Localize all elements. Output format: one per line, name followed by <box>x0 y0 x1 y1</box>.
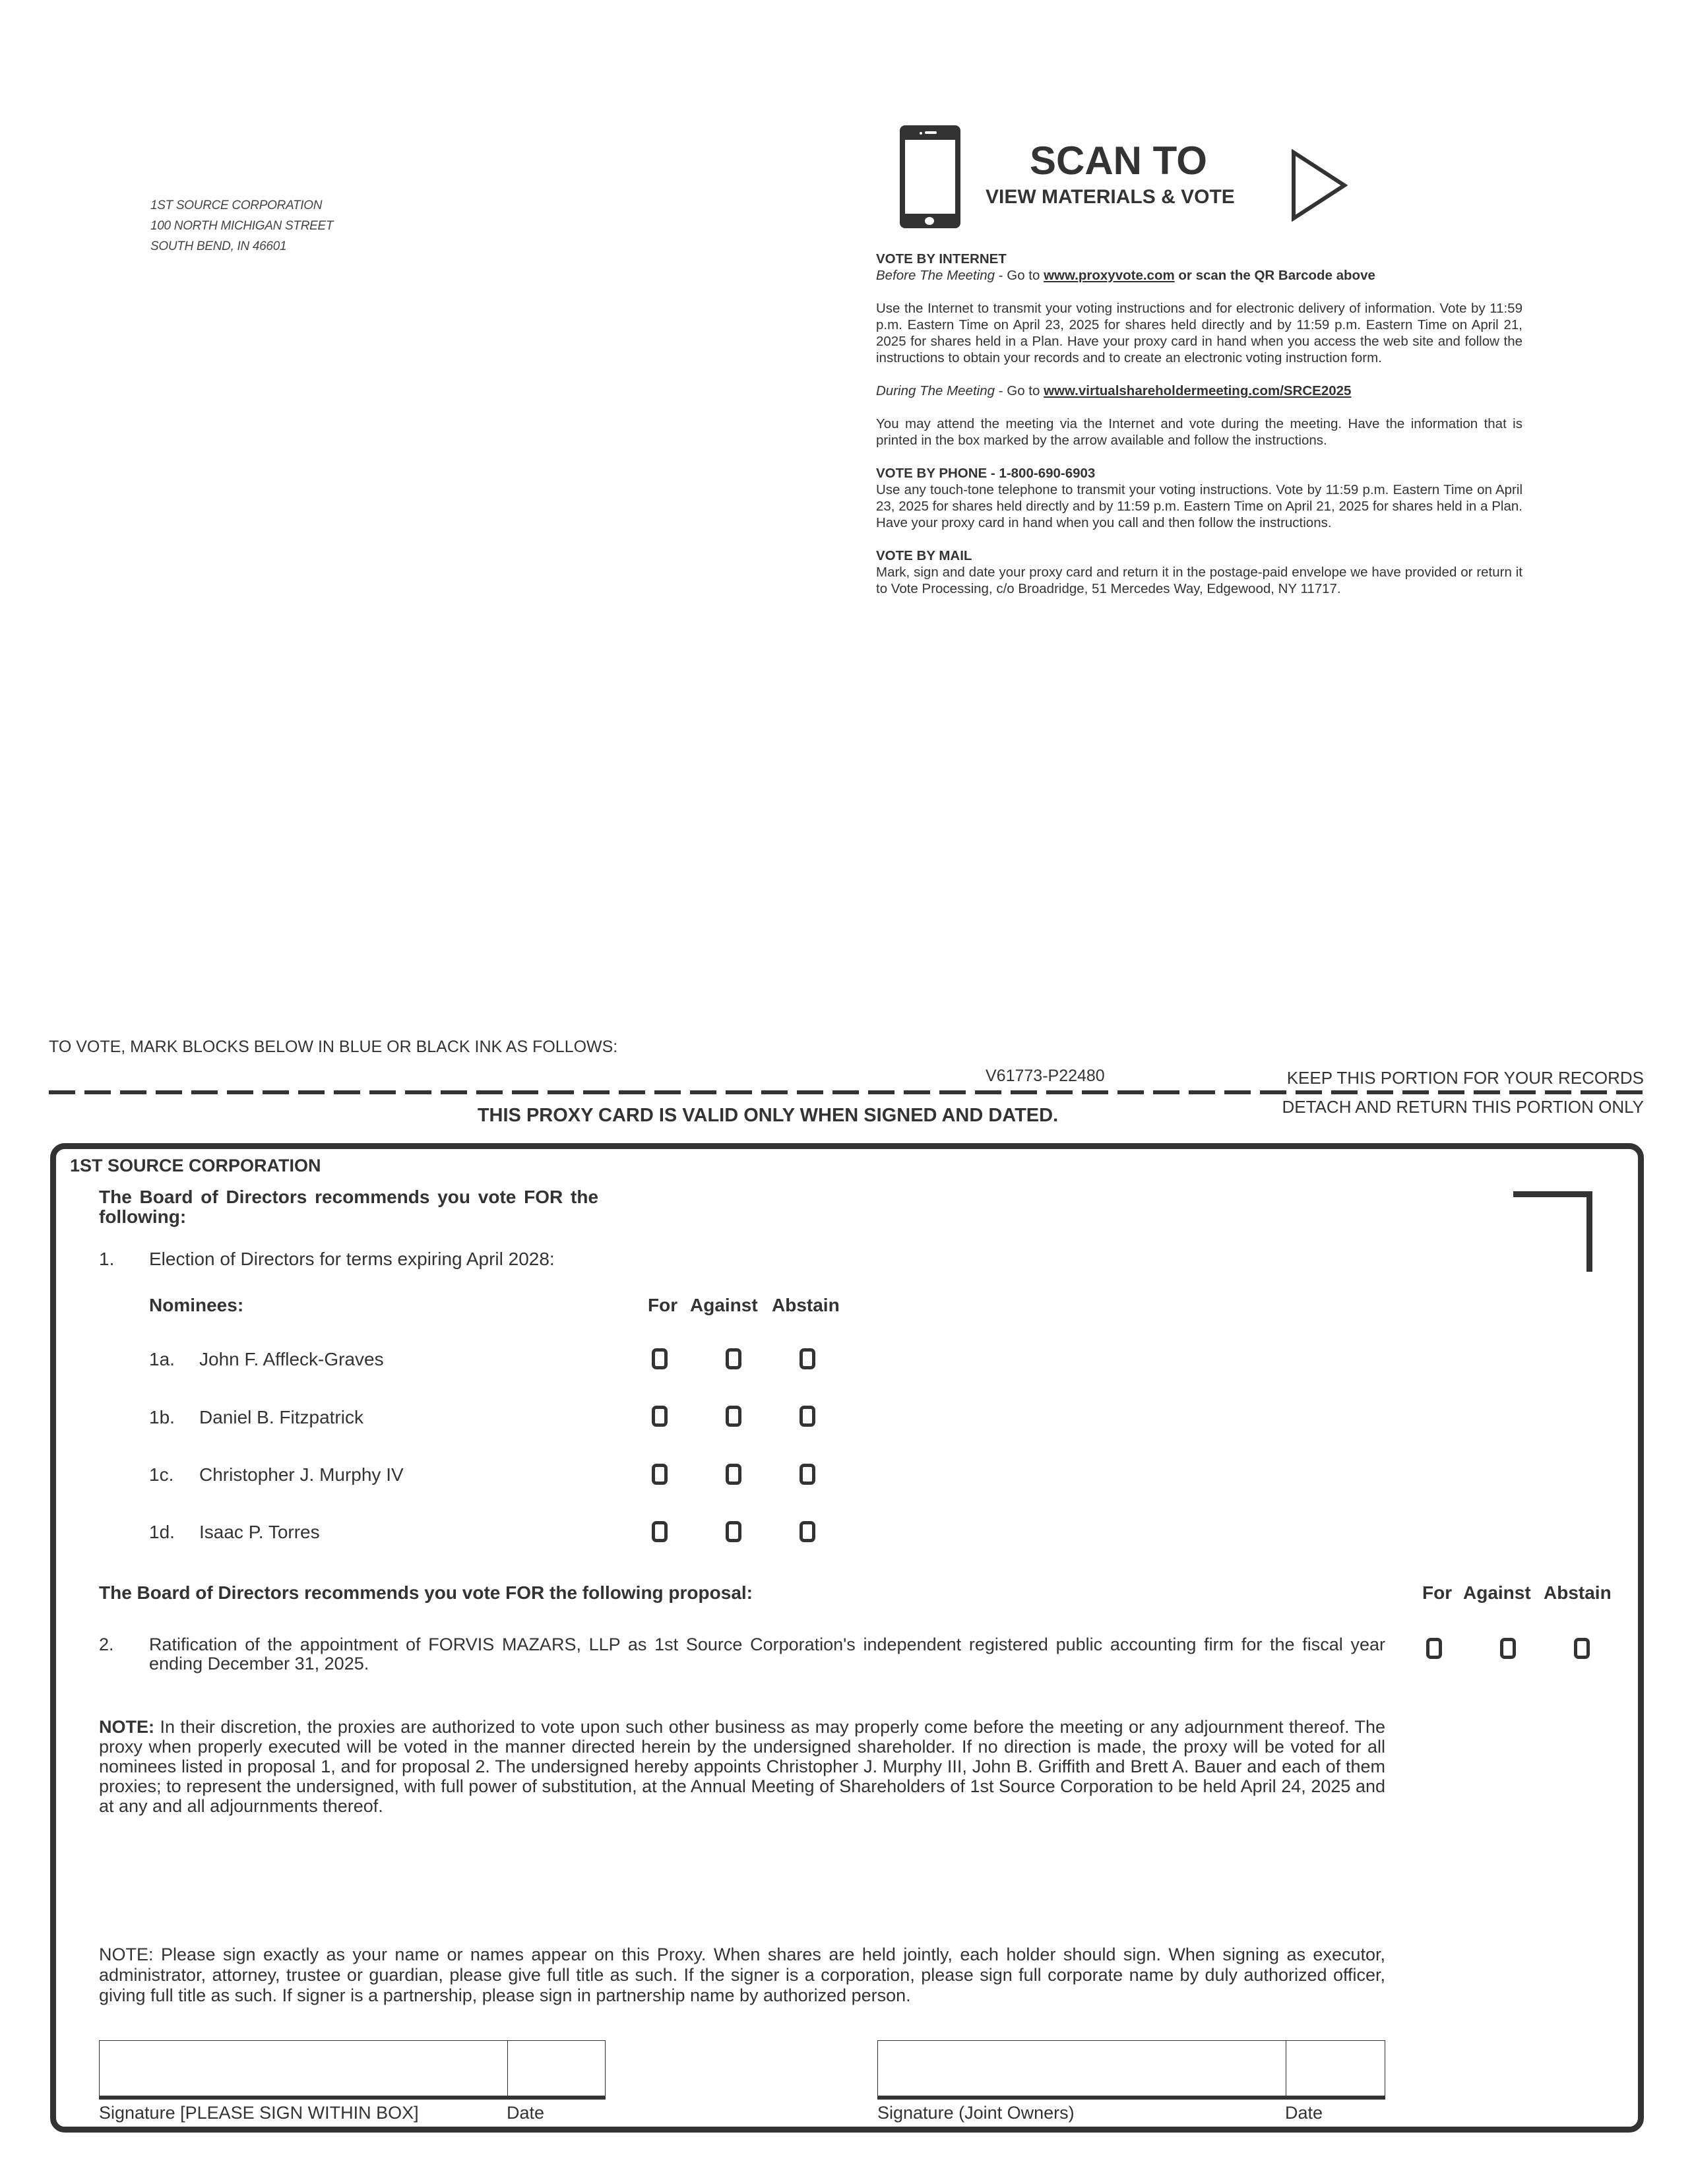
column-against: Against <box>1463 1582 1531 1603</box>
nominee-name: Isaac P. Torres <box>199 1522 320 1542</box>
nominee-id: 1a. <box>149 1349 175 1369</box>
joint-signature-box[interactable] <box>877 2040 1385 2100</box>
proposal-1-title <box>99 1249 555 1270</box>
during-prefix: - Go to <box>995 383 1044 398</box>
before-meeting-label: Before The Meeting <box>876 268 995 283</box>
checkbox-1c-for[interactable] <box>652 1464 668 1485</box>
keep-portion-label: KEEP THIS PORTION FOR YOUR RECORDS <box>1286 1068 1644 1088</box>
play-arrow-icon <box>1290 149 1350 222</box>
checkbox-1a-abstain[interactable] <box>800 1348 815 1369</box>
checkbox-1d-against[interactable] <box>726 1521 741 1542</box>
voting-instructions <box>876 251 1522 613</box>
note-text: In their discretion, the proxies are authorized to vote upon such other business as may properly come before the meeting or any adjournment thereof. The proxy when properly executed will be voted in the manner directed herein by the undersigned shareholder. If no direction is made, the proxy will be voted for all nominees listed in proposal 1, and for proposal 2. The undersigned hereby appoints Christopher J. Murphy III, John B. Griffith and Brett A. Bauer and each of them proxies; to represent the undersigned, with full power of substitution, at the Annual Meeting of Shareholders of 1st Source Corporation to be held April 24, 2025 and at any and all adjournments thereof. <box>99 1717 1385 1816</box>
nominee-row <box>149 1349 384 1370</box>
proposal-title: Election of Directors for terms expiring April 2028: <box>149 1249 555 1269</box>
column-for: For <box>1422 1582 1453 1603</box>
joint-date-label: Date <box>1285 2103 1323 2123</box>
proposal-2-text: Ratification of the appointment of FORVIS MAZARS, LLP as 1st Source Corporation's independent registered public accounting firm for the fiscal year ending December 31, 2025. <box>149 1635 1385 1673</box>
virtual-meeting-link[interactable]: www.virtualshareholdermeeting.com/SRCE2025 <box>1044 383 1352 398</box>
internet-body: Use the Internet to transmit your voting instructions and for electronic delivery of information. Vote by 11:59 p.m. Eastern Time on April 23, 2025 for shares held directly and by 11:59 p.m. Eastern Time on April 21, 2025 for shares held in a Plan. Have your proxy card in hand when you access the web site and follow the instructions to obtain your records and to create an electronic voting instruction form. <box>876 301 1522 365</box>
signing-instructions-note: NOTE: Please sign exactly as your name or names appear on this Proxy. When shares are held jointly, each holder should sign. When signing as executor, administrator, attorney, trustee or guardian, please give full title as such. If the signer is a corporation, please sign full corporate name by duly authorized officer, giving full title as such. If signer is a partnership, please sign in partnership name by authorized person. <box>99 1945 1385 2005</box>
before-suffix: or scan the QR Barcode above <box>1174 268 1375 283</box>
scan-title: SCAN TO <box>1030 139 1207 183</box>
checkbox-1d-for[interactable] <box>652 1521 668 1542</box>
address-line: SOUTH BEND, IN 46601 <box>150 239 287 253</box>
proxy-authorization-note <box>99 1717 1385 1816</box>
checkbox-1c-against[interactable] <box>726 1464 741 1485</box>
phone-body: Use any touch-tone telephone to transmit your voting instructions. Vote by 11:59 p.m. Eastern Time on April 23, 2025 for shares held directly and by 11:59 p.m. Eastern Time on April 21, 2025 for shares held in a Plan. Have your proxy card in hand when you call and then follow the instructions. <box>876 482 1522 530</box>
registration-corner-mark <box>1513 1191 1592 1272</box>
column-for: For <box>648 1295 678 1315</box>
nominee-row <box>149 1464 404 1485</box>
signature-label: Signature [PLEASE SIGN WITHIN BOX] <box>99 2103 419 2123</box>
proposal-number: 1. <box>99 1249 115 1269</box>
address-line: 100 NORTH MICHIGAN STREET <box>150 219 334 233</box>
smartphone-icon <box>900 125 960 228</box>
company-name: 1ST SOURCE CORPORATION <box>70 1156 321 1175</box>
column-abstain: Abstain <box>772 1295 840 1315</box>
proposal-2 <box>99 1635 1385 1673</box>
note-label: NOTE: <box>99 1717 154 1737</box>
board-recommendation-1: The Board of Directors recommends you vote FOR the following: <box>99 1187 599 1227</box>
return-address <box>150 195 333 257</box>
address-line: 1ST SOURCE CORPORATION <box>150 199 323 212</box>
joint-signature-label: Signature (Joint Owners) <box>877 2103 1075 2123</box>
mail-body: Mark, sign and date your proxy card and return it in the postage-paid envelope we have provided or return it to Vote Processing, c/o Broadridge, 51 Mercedes Way, Edgewood, NY 11717. <box>876 565 1522 596</box>
date-label: Date <box>507 2103 545 2123</box>
checkbox-1a-for[interactable] <box>652 1348 668 1369</box>
nominee-name: Daniel B. Fitzpatrick <box>199 1407 363 1427</box>
checkbox-1b-abstain[interactable] <box>800 1406 815 1427</box>
nominee-id: 1d. <box>149 1522 175 1542</box>
scan-to-vote-banner <box>900 125 1362 231</box>
checkbox-1b-for[interactable] <box>652 1406 668 1427</box>
perforation-line <box>49 1090 1645 1094</box>
nominee-id: 1c. <box>149 1464 174 1485</box>
signature-box[interactable] <box>99 2040 606 2100</box>
nominees-label: Nominees: <box>149 1295 244 1315</box>
checkbox-1a-against[interactable] <box>726 1348 741 1369</box>
nominee-name: John F. Affleck-Graves <box>199 1349 384 1369</box>
vote-internet-heading: VOTE BY INTERNET <box>876 251 1007 266</box>
before-prefix: - Go to <box>995 268 1044 283</box>
column-abstain: Abstain <box>1544 1582 1612 1603</box>
checkbox-2-abstain[interactable] <box>1574 1638 1590 1659</box>
date-divider <box>507 2041 508 2096</box>
nominee-id: 1b. <box>149 1407 175 1427</box>
ink-instruction: TO VOTE, MARK BLOCKS BELOW IN BLUE OR BLACK INK AS FOLLOWS: <box>49 1038 618 1056</box>
during-meeting-label: During The Meeting <box>876 383 995 398</box>
nominee-row <box>149 1522 320 1543</box>
during-body: You may attend the meeting via the Internet and vote during the meeting. Have the information that is printed in the box marked by the arrow available and follow the instructions. <box>876 416 1522 448</box>
column-against: Against <box>690 1295 758 1315</box>
board-recommendation-2: The Board of Directors recommends you vote FOR the following proposal: <box>99 1582 753 1603</box>
checkbox-2-against[interactable] <box>1500 1638 1516 1659</box>
checkbox-1b-against[interactable] <box>726 1406 741 1427</box>
checkbox-1d-abstain[interactable] <box>800 1521 815 1542</box>
control-code: V61773-P22480 <box>986 1067 1105 1085</box>
nominee-row <box>149 1407 363 1428</box>
valid-notice: THIS PROXY CARD IS VALID ONLY WHEN SIGNED AND DATED. <box>477 1105 1059 1126</box>
vote-phone-heading: VOTE BY PHONE - 1-800-690-6903 <box>876 466 1096 481</box>
checkbox-1c-abstain[interactable] <box>800 1464 815 1485</box>
nominee-name: Christopher J. Murphy IV <box>199 1464 404 1485</box>
checkbox-2-for[interactable] <box>1426 1638 1442 1659</box>
detach-portion-label: DETACH AND RETURN THIS PORTION ONLY <box>1282 1097 1644 1117</box>
proxyvote-link[interactable]: www.proxyvote.com <box>1044 268 1175 283</box>
vote-mail-heading: VOTE BY MAIL <box>876 548 972 563</box>
scan-subtitle: VIEW MATERIALS & VOTE <box>986 186 1235 208</box>
proposal-number: 2. <box>99 1635 114 1654</box>
